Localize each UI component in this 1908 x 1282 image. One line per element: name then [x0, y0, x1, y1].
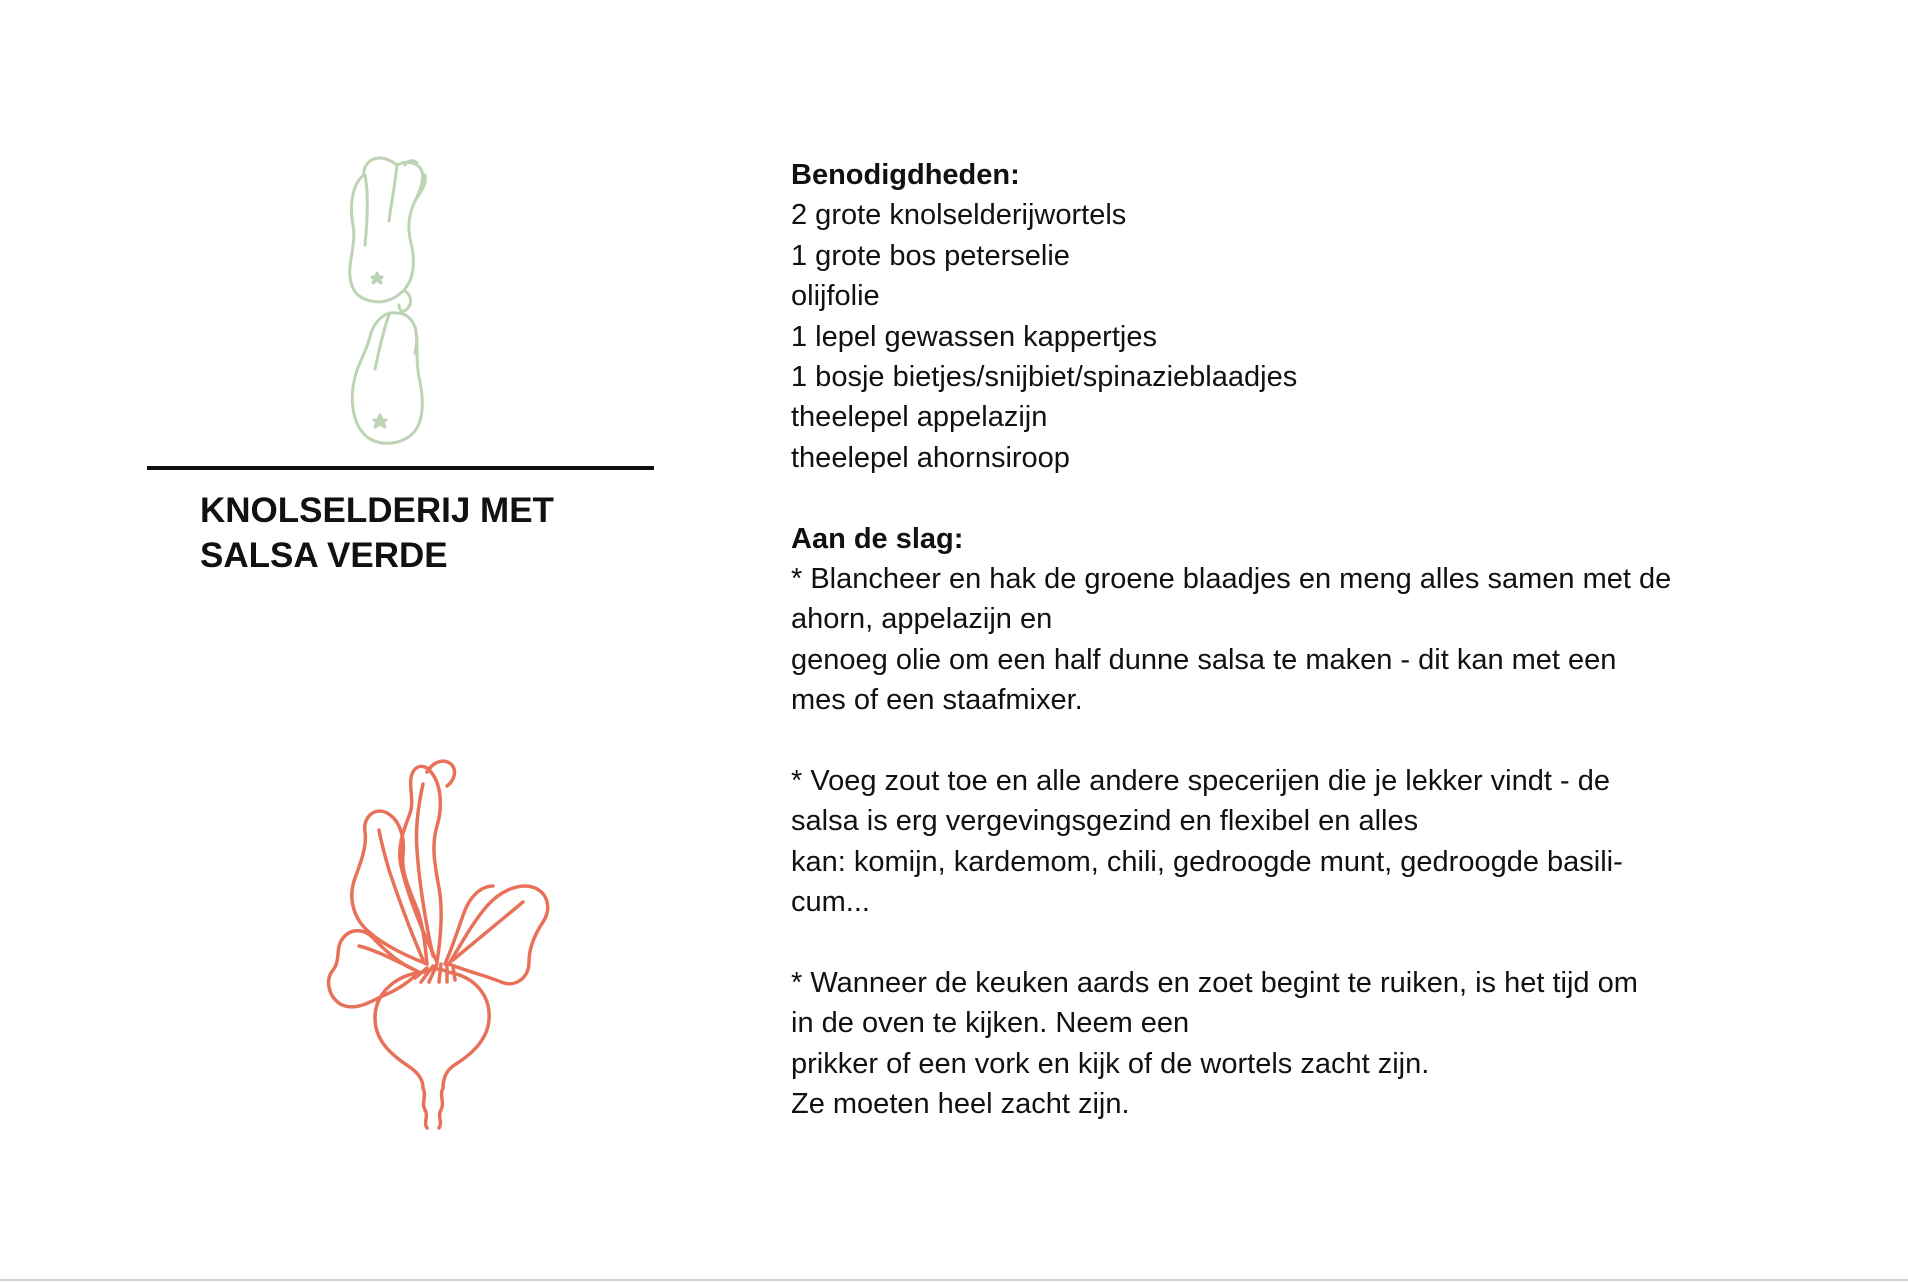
step-1-line: * Blancheer en hak de groene blaadjes en meng alles samen met de: [791, 563, 1672, 596]
step-2-line: cum...: [791, 886, 870, 919]
spacer: [791, 923, 1791, 963]
recipe-title-line-1: KNOLSELDERIJ MET: [200, 491, 554, 530]
spacer: [791, 721, 1791, 761]
step-3-line: Ze moeten heel zacht zijn.: [791, 1088, 1130, 1121]
step-2-line: kan: komijn, kardemom, chili, gedroogde munt, gedroogde basili-: [791, 845, 1623, 878]
ingredient-item: olijfolie: [791, 280, 880, 313]
title-divider: [147, 466, 654, 470]
step-3-line: * Wanneer de keuken aards en zoet begint te ruiken, is het tijd om: [791, 967, 1638, 1000]
step-1-line: ahorn, appelazijn en: [791, 603, 1053, 636]
recipe-title: [200, 488, 620, 578]
step-2-line: salsa is erg vergevingsgezind en flexibel en alles: [791, 805, 1419, 838]
ingredients-heading: Benodigdheden:: [791, 159, 1020, 191]
steps-heading: Aan de slag:: [791, 522, 964, 555]
beetroot-icon: [315, 750, 575, 1130]
recipe-title-line-2: SALSA VERDE: [200, 536, 448, 575]
ingredient-item: 1 bosje bietjes/snijbiet/spinazieblaadjes: [791, 361, 1298, 394]
step-3-line: in de oven te kijken. Neem een: [791, 1007, 1190, 1040]
page-bottom-border: [0, 1279, 1908, 1281]
ingredient-item: theelepel ahornsiroop: [791, 441, 1070, 474]
peppers-icon: [345, 155, 460, 450]
step-2-line: * Voeg zout toe en alle andere specerijen die je lekker vindt - de: [791, 765, 1610, 798]
step-1-line: mes of een staafmixer.: [791, 684, 1083, 717]
recipe-content: [791, 155, 1791, 1125]
step-3-line: prikker of een vork en kijk of de wortels zacht zijn.: [791, 1047, 1430, 1080]
step-1-line: genoeg olie om een half dunne salsa te maken - dit kan met een: [791, 643, 1617, 676]
ingredient-item: theelepel appelazijn: [791, 401, 1048, 434]
ingredient-item: 2 grote knolselderijwortels: [791, 199, 1127, 232]
ingredient-item: 1 grote bos peterselie: [791, 239, 1070, 272]
spacer: [791, 478, 1791, 518]
ingredient-item: 1 lepel gewassen kappertjes: [791, 320, 1157, 353]
